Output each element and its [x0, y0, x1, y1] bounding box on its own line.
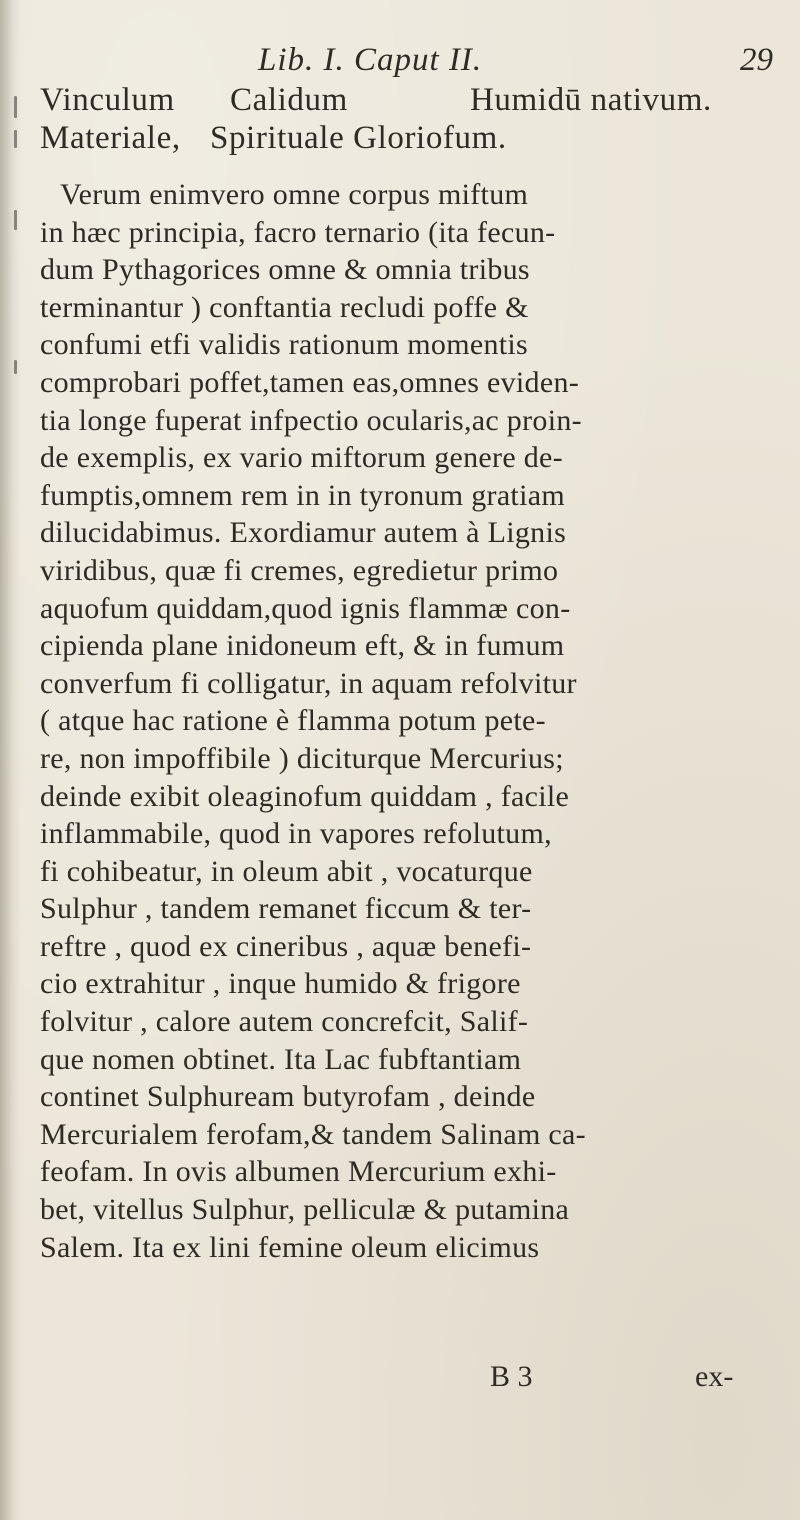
page-number: 29: [740, 42, 773, 78]
text-line: comprobari poffet,tamen eas,omnes eviden-: [40, 365, 580, 399]
text-line: cipienda plane inidoneum eft, & in fumum: [40, 629, 565, 663]
binding-edge-mark: [14, 210, 17, 230]
text-line: de exemplis, ex vario miftorum genere de-: [40, 441, 563, 475]
text-line: bet, vitellus Sulphur, pelliculæ & putamina: [40, 1193, 570, 1227]
text-line: dum Pythagorices omne & omnia tribus: [40, 253, 530, 287]
binding-edge-mark: [14, 360, 17, 374]
running-head-title: Lib. I. Caput II.: [258, 42, 483, 78]
binding-edge-shadow: [0, 0, 22, 1520]
text-line: feofam. In ovis albumen Mercurium exhi-: [40, 1155, 557, 1189]
catchword: ex-: [695, 1360, 734, 1393]
text-line: tia longe fuperat infpectio ocularis,ac proin-: [40, 403, 582, 437]
running-head: [0, 42, 800, 82]
text-line: continet Sulphuream butyrofam , deinde: [40, 1080, 536, 1114]
text-line: folvitur , calore autem concrefcit, Salif-: [40, 1005, 529, 1039]
text-line: viridibus, quæ fi cremes, egredietur primo: [40, 553, 559, 587]
heading-term-vinculum: Vinculum: [40, 82, 175, 118]
heading-term-calidum: Calidum: [230, 82, 348, 118]
text-line: fumptis,omnem rem in in tyronum gratiam: [40, 478, 565, 512]
text-line: aquofum quiddam,quod ignis flammæ con-: [40, 591, 571, 625]
text-line: deinde exibit oleaginofum quiddam , facile: [40, 779, 570, 813]
text-line: ( atque hac ratione è flamma potum pete-: [40, 704, 546, 738]
text-line: Mercurialem ferofam,& tandem Salinam ca-: [40, 1117, 586, 1151]
text-line: Verum enimvero omne corpus miftum: [60, 178, 529, 211]
text-line: cio extrahitur , inque humido & frigore: [40, 967, 521, 1001]
text-line: converfum fi colligatur, in aquam refolvitur: [40, 666, 577, 700]
text-line: dilucidabimus. Exordiamur autem à Lignis: [40, 516, 567, 550]
catchline: [0, 1360, 800, 1400]
heading-term-spirituale: Spirituale Gloriofum.: [210, 120, 507, 156]
text-line: reftre , quod ex cineribus , aquæ benefi-: [40, 929, 532, 963]
text-line: que nomen obtinet. Ita Lac fubftantiam: [40, 1042, 522, 1076]
text-line: fi cohibeatur, in oleum abit , vocaturque: [40, 854, 533, 888]
heading-term-humidum: Humidū nativum.: [470, 82, 712, 118]
text-line: inflammabile, quod in vapores refolutum,: [40, 817, 552, 851]
text-line: confumi etfi validis rationum momentis: [40, 328, 528, 362]
text-line: re, non impoffibile ) diciturque Mercurius;: [40, 741, 564, 775]
heading-term-materiale: Materiale,: [40, 120, 181, 156]
text-line: in hæc principia, facro ternario (ita fecun-: [40, 215, 556, 249]
text-line: Sulphur , tandem remanet ficcum & ter-: [40, 892, 532, 926]
binding-edge-mark: [14, 130, 17, 148]
signature-mark: B 3: [490, 1360, 533, 1393]
body-text: [40, 176, 785, 1266]
text-line: Salem. Ita ex lini femine oleum elicimus: [40, 1230, 540, 1264]
binding-edge-mark: [14, 96, 17, 118]
text-line: terminantur ) conftantia recludi poffe &: [40, 290, 529, 324]
